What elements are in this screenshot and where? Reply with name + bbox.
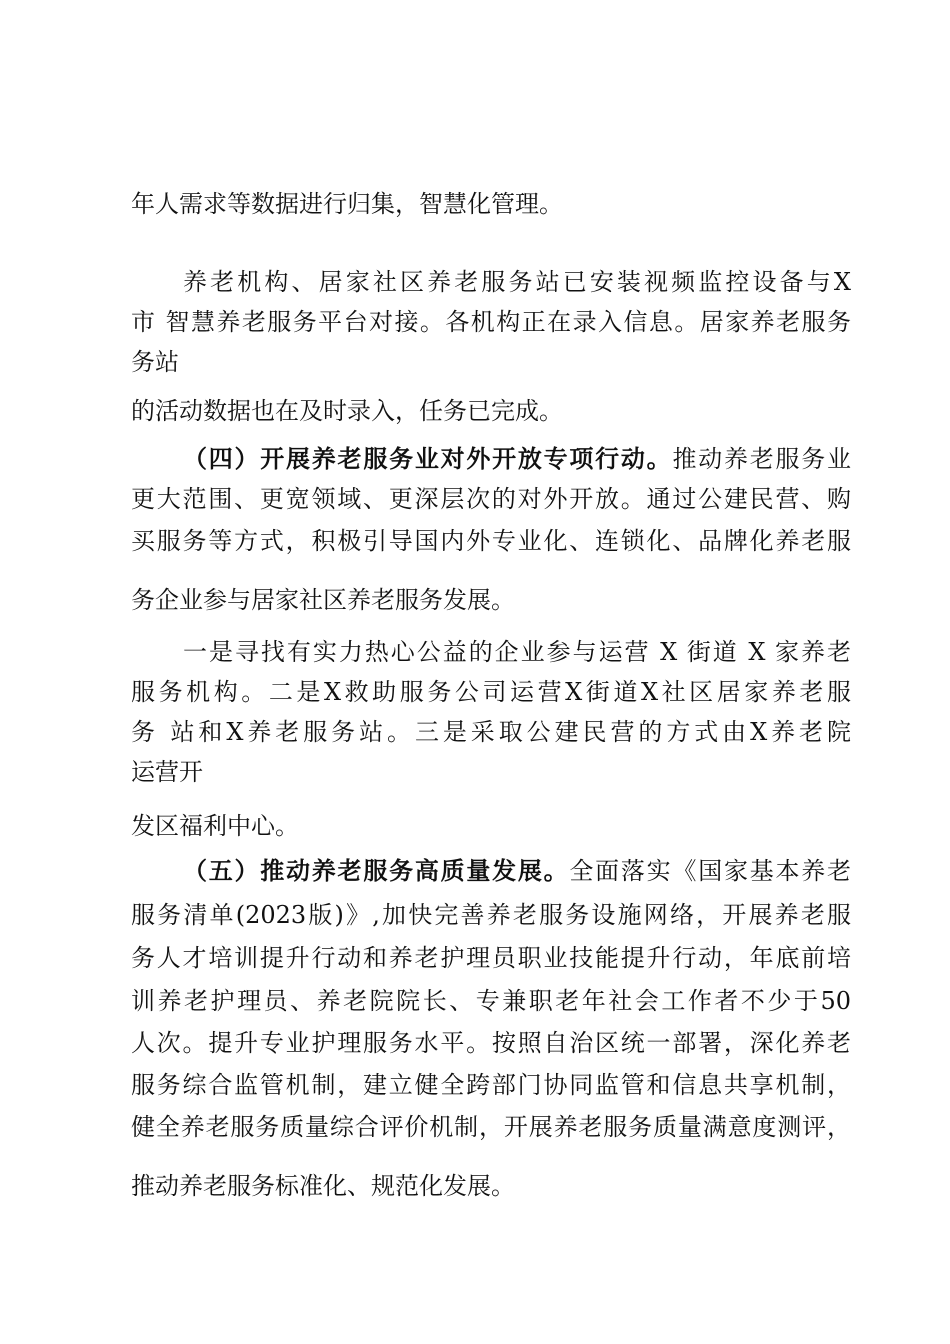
paragraph-line: 运营开 — [131, 758, 203, 786]
paragraph-line: 服务综合监管机制，建立健全跨部门协同监管和信息共享机制， — [131, 1071, 851, 1099]
paragraph-line: 健全养老服务质量综合评价机制，开展养老服务质量满意度测评， — [131, 1113, 851, 1141]
line-text: 推动养老服务业 — [672, 445, 851, 473]
line-text: 全面落实《国家基本养老 — [569, 857, 851, 885]
section-heading: （四）开展养老服务业对外开放专项行动。 — [183, 444, 673, 473]
paragraph-line: 务企业参与居家社区养老服务发展。 — [131, 586, 515, 614]
paragraph-line — [131, 188, 851, 220]
paragraph-line: 市 智慧养老服务平台对接。各机构正在录入信息。居家养老服务 — [131, 308, 851, 336]
paragraph-line: 一是寻找有实力热心公益的企业参与运营 X 街道 X 家养老 — [183, 638, 851, 666]
section-heading: （五）推动养老服务高质量发展。 — [183, 856, 570, 885]
paragraph-line: 服务清单(2023版)》,加快完善养老服务设施网络，开展养老服 — [131, 901, 851, 929]
paragraph-line: 训养老护理员、养老院院长、专兼职老年社会工作者不少于50 — [131, 987, 851, 1015]
paragraph-line: 服务机构。二是X救助服务公司运营X街道X社区居家养老服 — [131, 678, 851, 706]
paragraph-line: 更大范围、更宽领域、更深层次的对外开放。通过公建民营、购 — [131, 485, 851, 513]
paragraph-line: 养老机构、居家社区养老服务站已安装视频监控设备与X — [183, 268, 851, 296]
paragraph-line: 买服务等方式，积极引导国内外专业化、连锁化、品牌化养老服 — [131, 527, 851, 555]
paragraph-line: 务人才培训提升行动和养老护理员职业技能提升行动，年底前培 — [131, 944, 851, 972]
section-heading-line — [183, 443, 851, 475]
paragraph-line: 务 站和X养老服务站。三是采取公建民营的方式由X养老院 — [131, 718, 851, 746]
line-text: 年人需求等数据进行归集，智慧化管理。 — [131, 190, 563, 218]
paragraph-line: 推动养老服务标准化、规范化发展。 — [131, 1172, 515, 1200]
paragraph-line: 的活动数据也在及时录入，任务已完成。 — [131, 397, 563, 425]
paragraph-line: 务站 — [131, 348, 179, 376]
section-heading-line — [183, 855, 851, 887]
paragraph-line: 发区福利中心。 — [131, 812, 299, 840]
paragraph-line: 人次。提升专业护理服务水平。按照自治区统一部署，深化养老 — [131, 1029, 851, 1057]
